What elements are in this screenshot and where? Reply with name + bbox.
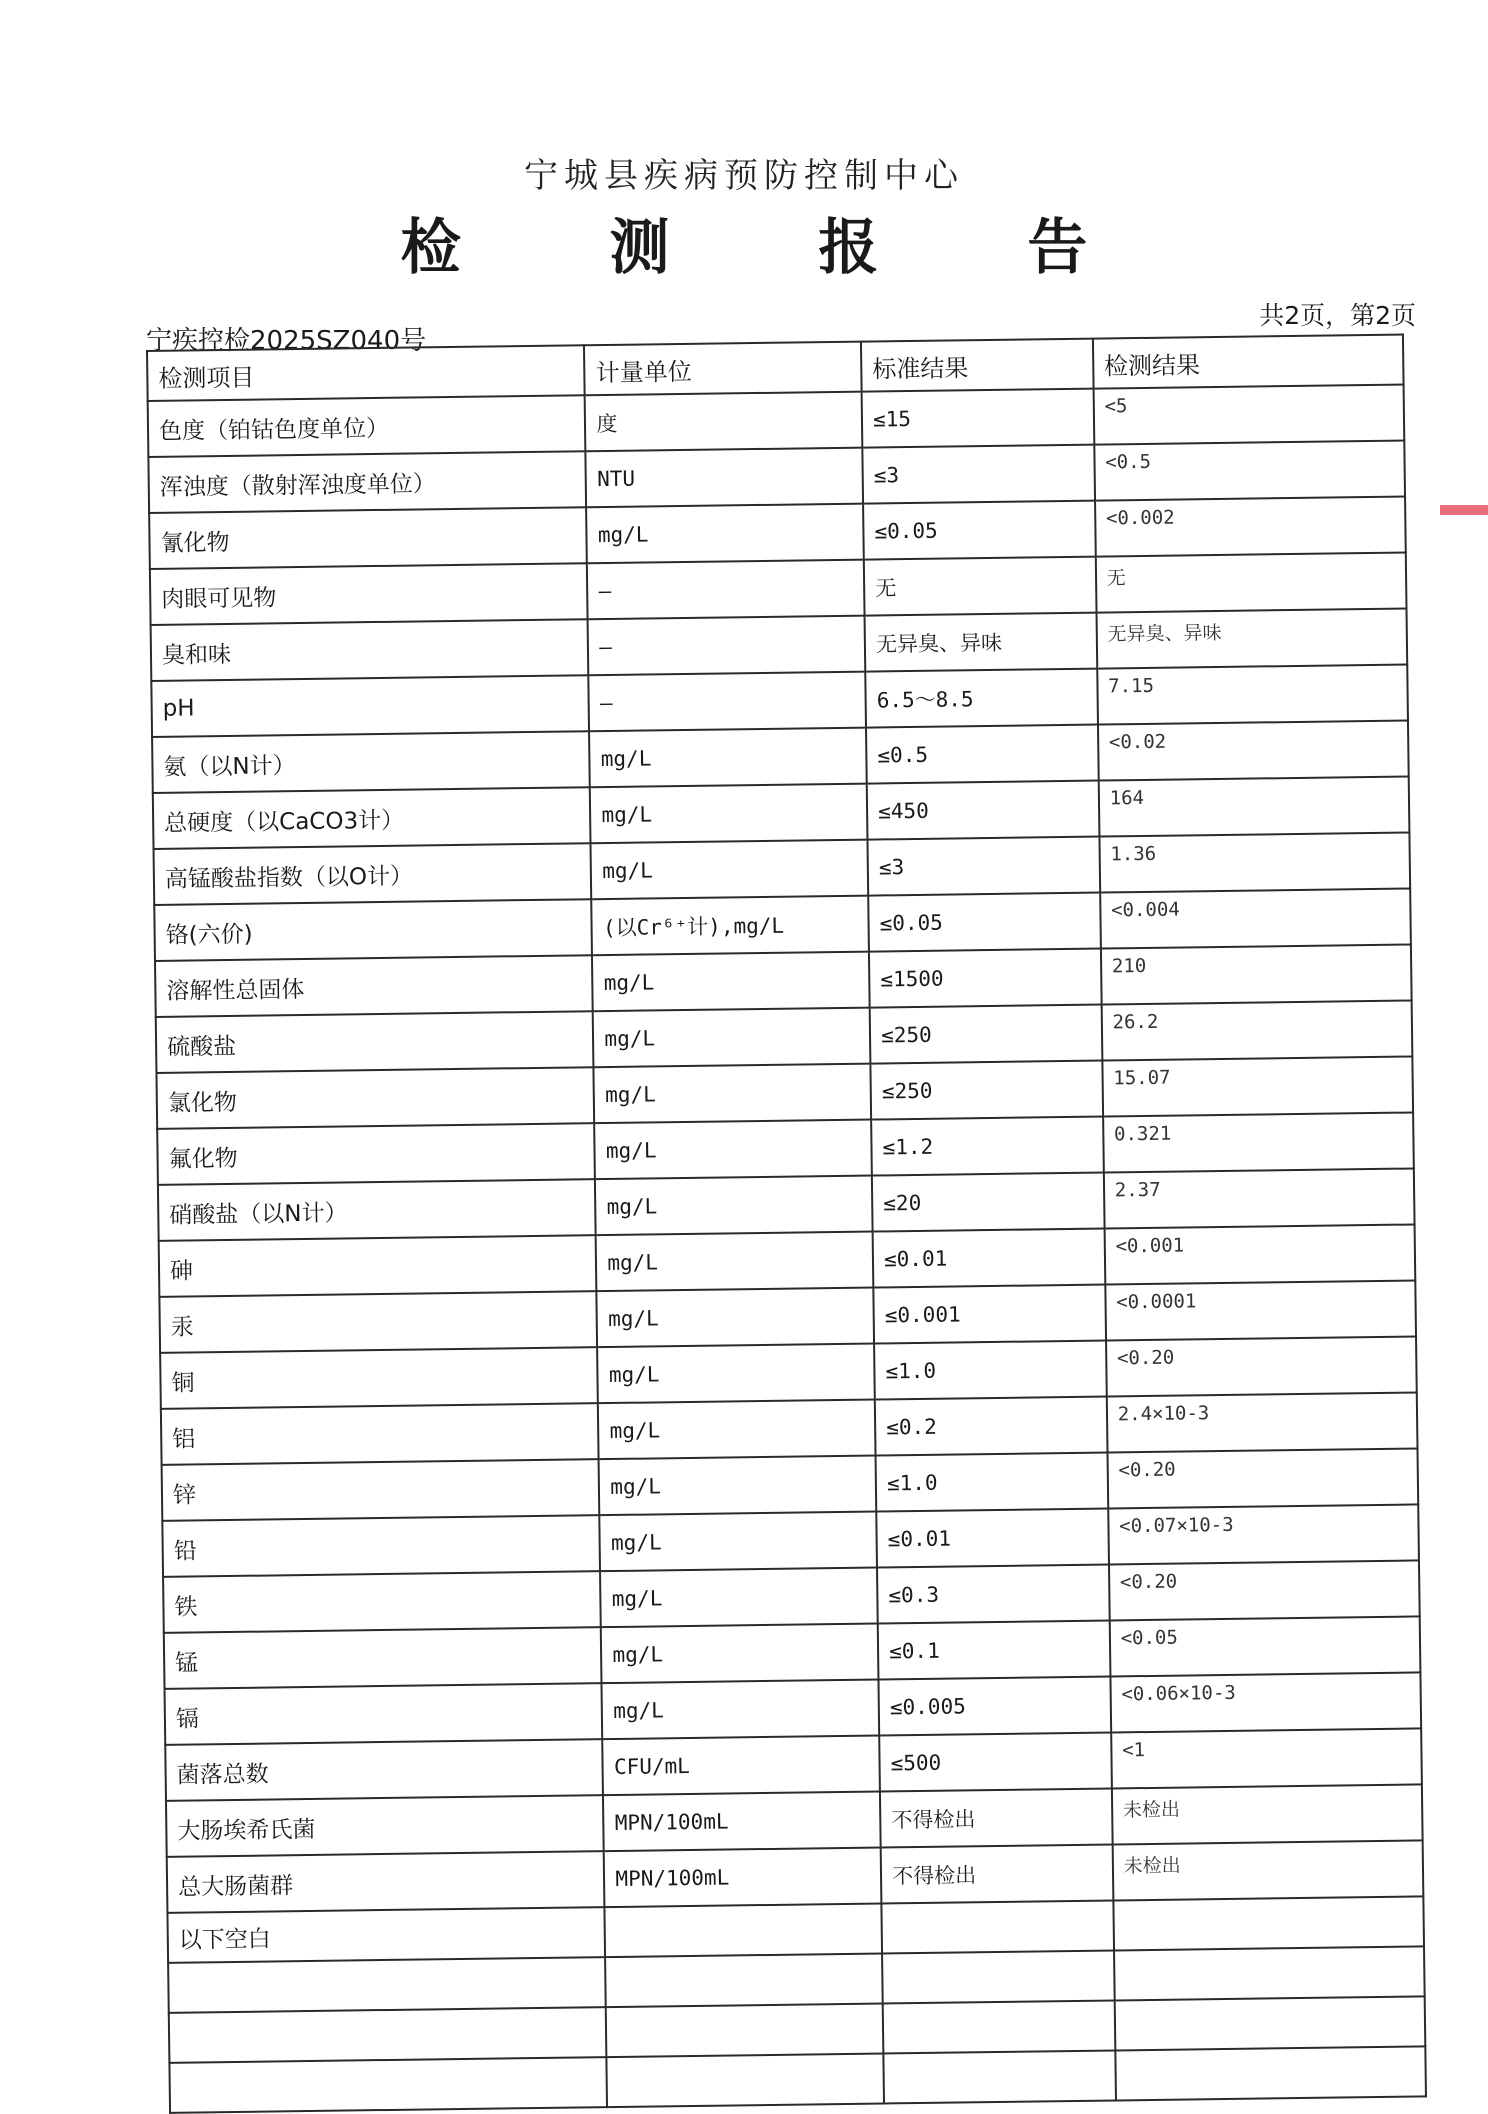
- item-cell: 铅: [162, 1515, 600, 1577]
- standard-cell: ≤0.1: [878, 1620, 1110, 1679]
- item-cell: 溶解性总固体: [155, 955, 593, 1017]
- item-cell: pH: [151, 675, 589, 737]
- standard-cell: ≤0.01: [876, 1509, 1108, 1568]
- standard-cell: ≤0.01: [873, 1229, 1105, 1288]
- item-cell: 氯化物: [156, 1067, 594, 1129]
- column-header-item: 检测项目: [147, 345, 585, 401]
- blank-cell: [169, 2007, 607, 2063]
- item-cell: 总硬度（以CaCO3计）: [153, 787, 591, 849]
- item-cell: 氟化物: [157, 1123, 595, 1185]
- page-info: 共2页，第2页: [1259, 301, 1416, 330]
- item-cell: 镉: [165, 1683, 603, 1745]
- item-cell: 高锰酸盐指数（以O计）: [154, 843, 592, 905]
- standard-cell: ≤250: [870, 1061, 1102, 1120]
- blank-cell: [605, 1904, 882, 1958]
- standard-cell: ≤1.0: [874, 1341, 1106, 1400]
- standard-cell: 无异臭、异味: [865, 613, 1097, 672]
- column-header-standard: 标准结果: [861, 339, 1093, 392]
- standard-cell: ≤0.3: [877, 1565, 1109, 1624]
- organization-name: 宁城县疾病预防控制中心: [524, 156, 964, 196]
- unit-cell: mg/L: [597, 1288, 874, 1348]
- unit-cell: mg/L: [590, 784, 867, 844]
- item-cell: 硫酸盐: [156, 1011, 594, 1073]
- results-table: [146, 334, 1427, 2114]
- result-cell: <0.20: [1109, 1560, 1420, 1620]
- standard-cell: ≤0.05: [868, 893, 1100, 952]
- result-cell: 210: [1101, 944, 1412, 1004]
- result-cell: 未检出: [1112, 1784, 1423, 1844]
- unit-cell: NTU: [586, 448, 863, 508]
- blank-cell: [169, 2057, 607, 2113]
- result-cell: <5: [1093, 385, 1404, 445]
- result-cell: 0.321: [1103, 1112, 1414, 1172]
- blank-cell: [168, 1957, 606, 2013]
- item-cell: 铜: [160, 1347, 598, 1409]
- unit-cell: mg/L: [587, 504, 864, 564]
- standard-cell: ≤450: [867, 781, 1099, 840]
- item-cell: 氨（以N计）: [152, 731, 590, 793]
- report-title: 检 测 报 告: [400, 213, 1152, 283]
- unit-cell: CFU/mL: [603, 1736, 880, 1796]
- result-cell: <0.002: [1095, 497, 1406, 557]
- unit-cell: mg/L: [596, 1232, 873, 1292]
- item-cell: 大肠埃希氏菌: [166, 1795, 604, 1857]
- unit-cell: mg/L: [600, 1512, 877, 1572]
- result-cell: 2.4×10-3: [1106, 1392, 1417, 1452]
- result-cell: 无异臭、异味: [1096, 609, 1407, 669]
- blank-cell: [1115, 2046, 1426, 2100]
- item-cell: 总大肠菌群: [167, 1851, 605, 1913]
- result-cell: 26.2: [1101, 1000, 1412, 1060]
- result-cell: <0.004: [1100, 888, 1411, 948]
- blank-cell: [881, 1900, 1113, 1953]
- result-cell: <0.02: [1098, 721, 1409, 781]
- blank-cell: [1114, 1946, 1425, 2000]
- standard-cell: ≤20: [872, 1173, 1104, 1232]
- standard-cell: ≤0.005: [879, 1676, 1111, 1735]
- item-cell: 汞: [159, 1291, 597, 1353]
- unit-cell: —: [588, 616, 865, 676]
- result-cell: <0.06×10-3: [1110, 1672, 1421, 1732]
- column-header-result: 检测结果: [1093, 335, 1404, 389]
- standard-cell: ≤0.05: [863, 501, 1095, 560]
- item-cell: 浑浊度（散射浑浊度单位）: [148, 451, 586, 513]
- unit-cell: mg/L: [592, 952, 869, 1012]
- blank-cell: [883, 2000, 1115, 2053]
- unit-cell: mg/L: [598, 1400, 875, 1460]
- blank-cell: [607, 2053, 884, 2107]
- unit-cell: mg/L: [602, 1680, 879, 1740]
- unit-cell: MPN/100mL: [603, 1792, 880, 1852]
- red-ink-mark: [1440, 505, 1488, 515]
- item-cell: 氰化物: [149, 507, 587, 569]
- unit-cell: mg/L: [600, 1568, 877, 1628]
- standard-cell: ≤0.001: [873, 1285, 1105, 1344]
- standard-cell: ≤250: [870, 1005, 1102, 1064]
- result-cell: 164: [1098, 777, 1409, 837]
- standard-cell: 不得检出: [880, 1788, 1112, 1847]
- unit-cell: mg/L: [593, 1008, 870, 1068]
- result-cell: <0.5: [1094, 441, 1405, 501]
- item-cell: 铁: [163, 1571, 601, 1633]
- standard-cell: ≤1.0: [876, 1453, 1108, 1512]
- standard-cell: 不得检出: [881, 1844, 1113, 1903]
- blank-cell: [1113, 1896, 1424, 1950]
- result-cell: <0.20: [1106, 1336, 1417, 1396]
- item-cell: 色度（铂钴色度单位）: [148, 395, 586, 457]
- result-cell: <0.20: [1107, 1448, 1418, 1508]
- unit-cell: mg/L: [599, 1456, 876, 1516]
- item-cell: 砷: [159, 1235, 597, 1297]
- result-cell: 未检出: [1112, 1840, 1423, 1900]
- standard-cell: ≤3: [862, 445, 1094, 504]
- standard-cell: 6.5～8.5: [865, 669, 1097, 728]
- result-cell: 15.07: [1102, 1056, 1413, 1116]
- item-cell: 臭和味: [151, 619, 589, 681]
- result-cell: <1: [1111, 1728, 1422, 1788]
- standard-cell: ≤0.2: [875, 1397, 1107, 1456]
- result-cell: 2.37: [1104, 1168, 1415, 1228]
- report-number: 宁疾控检2025SZ040号: [146, 326, 427, 356]
- blank-cell: [882, 1950, 1114, 2003]
- unit-cell: mg/L: [601, 1624, 878, 1684]
- result-cell: <0.05: [1109, 1616, 1420, 1676]
- result-cell: <0.0001: [1105, 1280, 1416, 1340]
- blank-cell: [605, 1954, 882, 2008]
- unit-cell: mg/L: [597, 1344, 874, 1404]
- end-note: 以下空白: [167, 1907, 605, 1963]
- unit-cell: mg/L: [589, 728, 866, 788]
- item-cell: 锰: [164, 1627, 602, 1689]
- item-cell: 铬(六价): [154, 899, 592, 961]
- item-cell: 肉眼可见物: [150, 563, 588, 625]
- standard-cell: ≤500: [879, 1732, 1111, 1791]
- result-cell: <0.001: [1104, 1224, 1415, 1284]
- unit-cell: mg/L: [595, 1120, 872, 1180]
- standard-cell: ≤0.5: [866, 725, 1098, 784]
- result-cell: 无: [1096, 553, 1407, 613]
- unit-cell: 度: [585, 392, 862, 452]
- column-header-unit: 计量单位: [584, 342, 861, 396]
- result-cell: 7.15: [1097, 665, 1408, 725]
- blank-cell: [606, 2003, 883, 2057]
- unit-cell: —: [587, 560, 864, 620]
- unit-cell: (以Cr⁶⁺计),mg/L: [592, 896, 869, 956]
- standard-cell: ≤1500: [869, 949, 1101, 1008]
- item-cell: 菌落总数: [165, 1739, 603, 1801]
- unit-cell: mg/L: [594, 1064, 871, 1124]
- blank-cell: [883, 2050, 1115, 2103]
- standard-cell: ≤15: [862, 389, 1094, 448]
- standard-cell: ≤1.2: [871, 1117, 1103, 1176]
- unit-cell: —: [589, 672, 866, 732]
- unit-cell: MPN/100mL: [604, 1848, 881, 1908]
- item-cell: 硝酸盐（以N计）: [158, 1179, 596, 1241]
- blank-cell: [1114, 1996, 1425, 2050]
- item-cell: 锌: [162, 1459, 600, 1521]
- result-cell: 1.36: [1099, 833, 1410, 893]
- standard-cell: ≤3: [868, 837, 1100, 896]
- result-cell: <0.07×10-3: [1108, 1504, 1419, 1564]
- unit-cell: mg/L: [595, 1176, 872, 1236]
- unit-cell: mg/L: [591, 840, 868, 900]
- item-cell: 铝: [161, 1403, 599, 1465]
- standard-cell: 无: [864, 557, 1096, 616]
